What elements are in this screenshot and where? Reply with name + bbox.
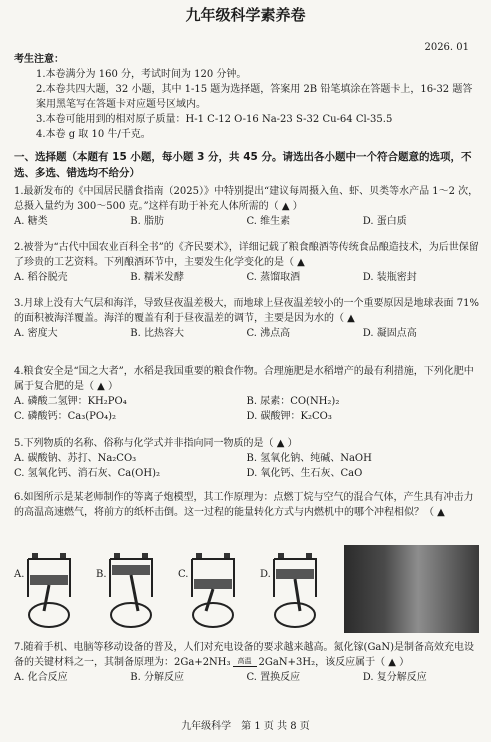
option-a: A. 糖类 [14,216,48,227]
equation-arrow [233,658,257,667]
option-c: C. 蒸馏取酒 [246,272,301,283]
option-d: D. 复分解反应 [362,672,427,683]
options [14,326,479,341]
notice-item: 3.本卷可能用到的相对原子质量：H-1 C-12 O-16 Na-23 S-32 Cu-64 Cl-35.5 [36,114,393,125]
page-footer: 九年级科学 第 1 页 共 8 页 [181,721,310,732]
options [14,451,479,481]
stem-part: ，该反应属于（ ▲ ） [315,657,410,668]
options [14,214,479,229]
diagram-label: A. [14,569,25,580]
notice-item: 4.本卷 g 取 10 牛/千克。 [36,129,151,140]
option-a: A. 稻谷脱壳 [14,272,68,283]
notice-item: 1.本卷满分为 160 分，考试时间为 120 分钟。 [36,69,247,80]
option-c: C. 磷酸钙：Ca₃(PO₄)₂ [14,411,117,422]
engine-cylinder-icon [96,545,166,633]
engine-cylinder-icon [14,545,84,633]
option-c: C. 维生素 [246,216,291,227]
question-stem: 6.如图所示是某老师制作的等离子炮模型，其工作原理为：点燃丁烷与空气的混合气体，产生具有冲击力的高温高速燃气，将前方的纸杯击倒。这一过程的能量转化方式与内燃机中的哪个冲程相似？（ ▲ [14,492,474,518]
engine-diagram-c [178,545,248,633]
engine-cylinder-icon [260,545,330,633]
option-d: D. 蛋白质 [362,216,407,227]
option-a: A. 化合反应 [14,672,68,683]
engine-diagram-b [96,545,166,633]
engine-diagram-d [260,545,330,633]
equation-condition: 高温 [237,657,252,665]
option-a: A. 磷酸二氢钾：KH₂PO₄ [14,396,127,407]
option-b: B. 氢氧化钠、纯碱、NaOH [246,453,372,464]
equation-left: 2Ga+2NH₃ [174,657,231,668]
option-c: C. 沸点高 [246,328,291,339]
engine-stroke-diagrams [14,545,479,635]
diagram-label: B. [96,569,107,580]
options [14,670,479,685]
exam-title: 九年级科学素养卷 [185,6,306,24]
section-heading: 一、选择题（本题有 15 小题，每小题 3 分，共 45 分。请选出各小题中一个符合题意的选项，不选、多选、错选均不给分） [14,151,472,179]
diagram-label: C. [178,569,189,580]
notice-block [14,52,479,142]
question-stem: 3.月球上没有大气层和海洋，导致昼夜温差极大，而地球上昼夜温差较小的一个重要原因是地球表面 71%的面积被海洋覆盖。海洋的覆盖有利于昼夜温差的调节，主要是因为水的（ ▲ [14,298,479,324]
question-7 [14,640,479,685]
exam-date: 2026. 01 [424,42,469,53]
equation-right: 2GaN+3H₂ [258,657,316,668]
option-b: B. 糯米发酵 [130,272,184,283]
notice-heading: 考生注意： [14,54,64,65]
option-c: C. 氢氧化钙、消石灰、Ca(OH)₂ [14,468,160,479]
engine-diagram-a [14,545,84,633]
option-a: A. 密度大 [14,328,58,339]
option-c: C. 置换反应 [246,672,301,683]
option-b: B. 分解反应 [130,672,184,683]
question-stem: 5.下列物质的名称、俗称与化学式并非指向同一物质的是（ ▲ ） [14,438,298,449]
option-a: A. 碳酸钠、苏打、Na₂CO₃ [14,453,137,464]
question-stem: 2.被誉为“古代中国农业百科全书”的《齐民要术》，详细记载了粮食酿酒等传统食品酿造技术，为后世保留了珍贵的工艺资料。下列酿酒环节中，主要发生化学变化的是（ ▲ [14,242,479,268]
options [14,270,479,285]
stem-part: 7.随着手机、电脑等移动设备的普及，人们对充电设备的要求越来越高。氮化镓(GaN)是制备高效充电设备的关键材料之一，其制备原理为： [14,642,475,668]
question-2 [14,240,479,285]
option-d: D. 凝固点高 [362,328,417,339]
plasma-cannon-photo [344,545,479,633]
option-b: B. 尿素：CO(NH₂)₂ [246,396,340,407]
option-b: B. 比热容大 [130,328,184,339]
question-6 [14,490,479,520]
question-1 [14,184,479,229]
notice-item: 2.本卷共四大题，32 小题，其中 1-15 题为选择题，答案用 2B 铅笔填涂在答题卡上，16-32 题答案用黑笔写在答题卡对应题号区域内。 [36,84,473,110]
option-d: D. 碳酸钾：K₂CO₃ [246,411,332,422]
option-d: D. 装瓶密封 [362,272,417,283]
question-5 [14,436,479,481]
options [14,394,479,424]
question-4 [14,364,479,424]
diagram-label: D. [260,569,271,580]
option-d: D. 氧化钙、生石灰、CaO [246,468,363,479]
question-stem [14,640,479,670]
question-stem: 1.最新发布的《中国居民膳食指南（2025）》中特别提出“建议每周摄入鱼、虾、贝类等水产品 1～2 次，总摄入量约为 300～500 克。”这样有助于补充人体所需的（ ▲ ） [14,186,479,212]
question-3 [14,296,479,341]
question-stem: 4.粮食安全是“国之大者”，水稻是我国重要的粮食作物。合理施肥是水稻增产的最有利措施，下列化肥中属于复合肥的是（ ▲ ） [14,366,474,392]
option-b: B. 脂肪 [130,216,164,227]
engine-cylinder-icon [178,545,248,633]
